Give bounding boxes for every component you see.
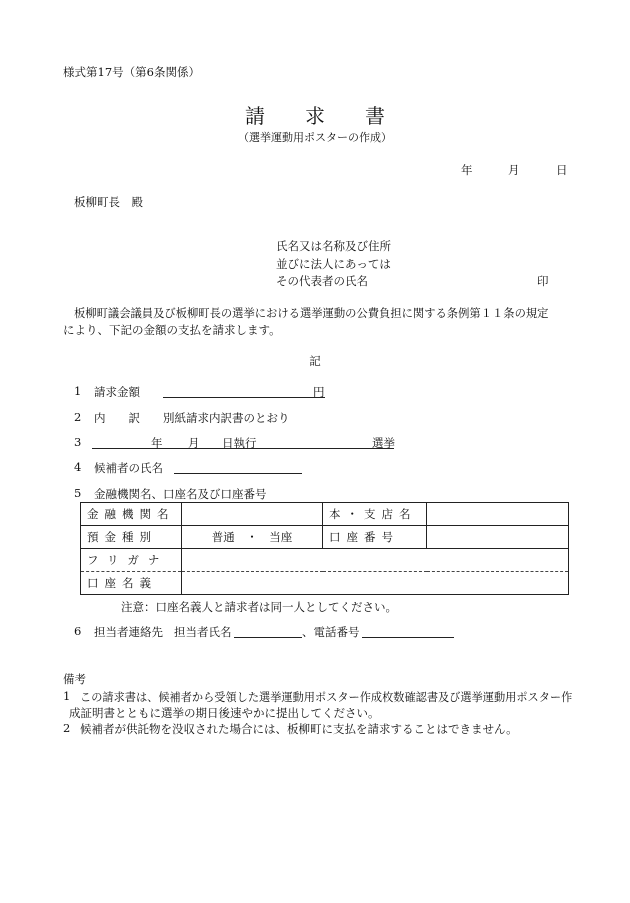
remark-1-line-1: この請求書は、候補者から受領した選挙運動用ポスター作成枚数確認書及び選挙運動用ポスター作 xyxy=(80,691,573,704)
item-4-label: 候補者の氏名 xyxy=(94,461,163,475)
item-6-label: 担当者連絡先 xyxy=(94,625,163,639)
item-2-number: 2 xyxy=(74,410,82,424)
applicant-line-2: 並びに法人にあっては xyxy=(276,257,391,271)
item-4-number: 4 xyxy=(74,460,82,474)
institution-label: 金融機関名 xyxy=(81,503,182,526)
remarks-title: 備考 xyxy=(63,672,86,686)
account-number-field[interactable] xyxy=(427,526,569,549)
item-1-label: 請求金額 xyxy=(94,385,140,399)
account-holder-field[interactable] xyxy=(182,572,569,595)
document-subtitle: （選挙運動用ポスターの作成） xyxy=(238,131,392,144)
applicant-line-3: その代表者の氏名 xyxy=(276,274,368,288)
claim-amount-field[interactable] xyxy=(163,384,325,398)
body-text-line-2: により、下記の金額の支払を請求します。 xyxy=(63,323,281,337)
bank-account-table xyxy=(80,502,569,595)
applicant-line-1: 氏名又は名称及び住所 xyxy=(276,239,391,253)
note-text: 注意：口座名義人と請求者は同一人としてください。 xyxy=(121,600,397,614)
deposit-type-options[interactable]: 普通 ・ 当座 xyxy=(182,526,323,549)
addressee: 板柳町長 殿 xyxy=(74,195,143,209)
item-3-election: 選挙 xyxy=(372,436,395,450)
item-3-execution: 日執行 xyxy=(222,436,257,450)
item-3-number: 3 xyxy=(74,435,82,449)
date-day: 日 xyxy=(556,163,568,177)
body-text-line-1: 板柳町議会議員及び板柳町長の選挙における選挙運動の公費負担に関する条例第１１条の規定 xyxy=(74,307,549,320)
item-5-number: 5 xyxy=(74,486,82,500)
phone-field[interactable] xyxy=(362,624,454,638)
branch-field[interactable] xyxy=(427,503,569,526)
remark-2-number: 2 xyxy=(63,721,71,735)
item-2-value: 別紙請求内訳書のとおり xyxy=(163,411,290,425)
account-holder-label: 口座名義 xyxy=(81,572,182,595)
item-1-number: 1 xyxy=(74,384,82,398)
form-number: 様式第17号（第6条関係） xyxy=(63,65,200,79)
ki-heading: 記 xyxy=(309,354,321,368)
deposit-type-label: 預金種別 xyxy=(81,526,182,549)
date-month: 月 xyxy=(508,163,520,177)
item-3-month: 月 xyxy=(188,436,200,450)
remark-1-number: 1 xyxy=(63,689,71,703)
candidate-name-field[interactable] xyxy=(174,460,302,474)
furigana-field[interactable] xyxy=(182,549,569,572)
phone-label: 、電話番号 xyxy=(302,625,360,639)
account-number-label: 口座番号 xyxy=(323,526,427,549)
furigana-label: フリガナ xyxy=(81,549,182,572)
item-1-unit: 円 xyxy=(313,385,325,399)
item-5-label: 金融機関名、口座名及び口座番号 xyxy=(94,487,267,501)
contact-person-label: 担当者氏名 xyxy=(174,625,232,639)
contact-person-field[interactable] xyxy=(234,624,302,638)
seal-mark: 印 xyxy=(537,274,549,288)
document-title: 請 求 書 xyxy=(245,104,385,128)
item-6-number: 6 xyxy=(74,624,82,638)
item-3-year: 年 xyxy=(151,436,163,450)
item-2-label: 内 訳 xyxy=(94,411,140,425)
branch-label: 本・支店名 xyxy=(323,503,427,526)
date-year: 年 xyxy=(461,163,473,177)
remark-2-line-1: 候補者が供託物を没収された場合には、板柳町に支払を請求することはできません。 xyxy=(80,722,518,736)
remark-1-line-2: 成証明書とともに選挙の期日後速やかに提出してください。 xyxy=(69,706,380,720)
institution-field[interactable] xyxy=(182,503,323,526)
